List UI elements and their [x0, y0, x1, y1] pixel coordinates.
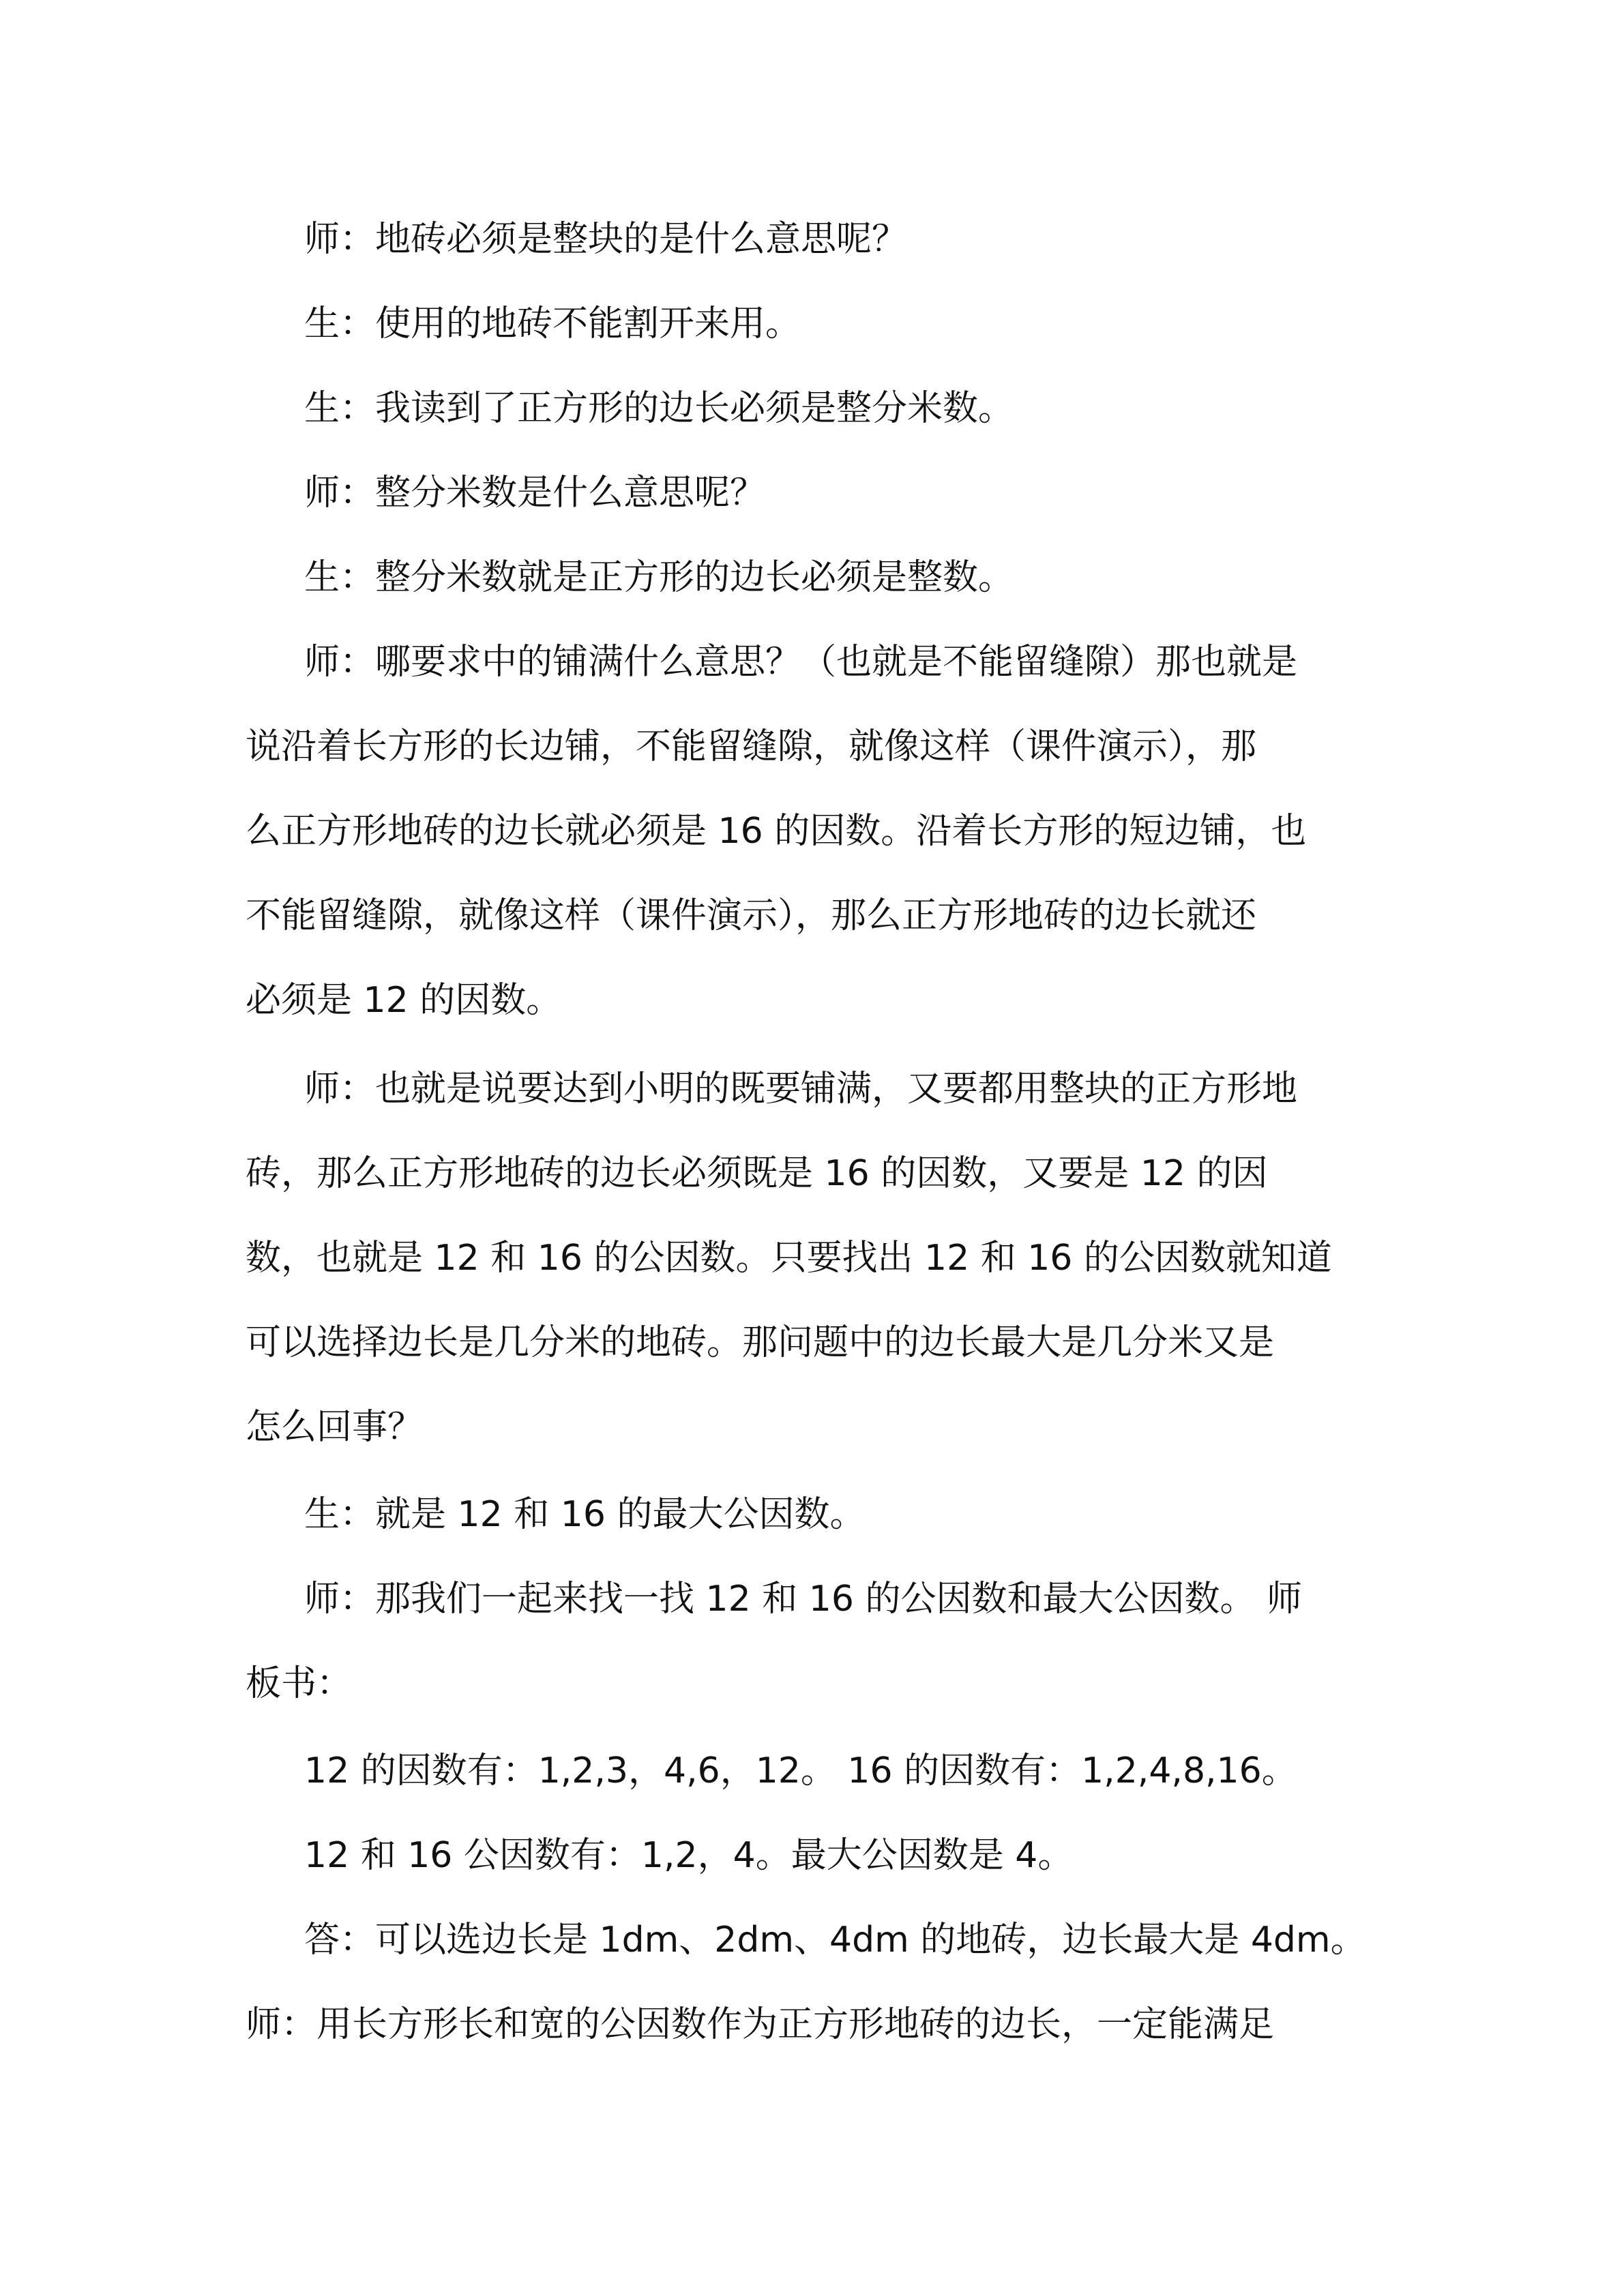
text-line: 师：也就是说要达到小明的既要铺满，又要都用整块的正方形地	[304, 1069, 1298, 1109]
text-line: 砖，那么正方形地砖的边长必须既是 16 的因数，又要是 12 的因	[246, 1153, 1268, 1194]
text-line: 不能留缝隙，就像这样（课件演示），那么正方形地砖的边长就还	[246, 895, 1257, 936]
text-line: 么正方形地砖的边长就必须是 16 的因数。沿着长方形的短边铺，也	[246, 811, 1307, 852]
text-line: 可以选择边长是几分米的地砖。那问题中的边长最大是几分米又是	[246, 1322, 1275, 1363]
text-line: 师：那我们一起来找一找 12 和 16 的公因数和最大公因数。 师	[304, 1579, 1302, 1620]
text-line: 必须是 12 的因数。	[246, 980, 562, 1021]
text-line: 说沿着长方形的长边铺，不能留缝隙，就像这样（课件演示），那	[246, 726, 1257, 767]
text-line: 师：用长方形长和宽的公因数作为正方形地砖的边长，一定能满足	[246, 2004, 1275, 2045]
text-line: 师：哪要求中的铺满什么意思？（也就是不能留缝隙）那也就是	[304, 642, 1298, 683]
text-line: 生：我读到了正方形的边长必须是整分米数。	[304, 388, 1014, 429]
text-line: 生：整分米数就是正方形的边长必须是整数。	[304, 557, 1014, 598]
text-line: 怎么回事？	[246, 1407, 424, 1448]
text-line: 师：整分米数是什么意思呢？	[304, 473, 766, 513]
text-line: 生：就是 12 和 16 的最大公因数。	[304, 1494, 866, 1535]
text-line: 数，也就是 12 和 16 的公因数。只要找出 12 和 16 的公因数就知道	[246, 1238, 1332, 1279]
text-line: 板书：	[246, 1663, 353, 1704]
text-line: 12 的因数有：1,2,3，4,6，12。 16 的因数有：1,2,4,8,16。	[304, 1750, 1297, 1791]
text-line: 生：使用的地砖不能割开来用。	[304, 303, 801, 344]
text-line: 答：可以选边长是 1dm、2dm、4dm 的地砖，边长最大是 4dm。	[304, 1920, 1366, 1960]
text-line: 师：地砖必须是整块的是什么意思呢？	[304, 219, 908, 260]
text-line: 12 和 16 公因数有：1,2，4。最大公因数是 4。	[304, 1835, 1074, 1876]
